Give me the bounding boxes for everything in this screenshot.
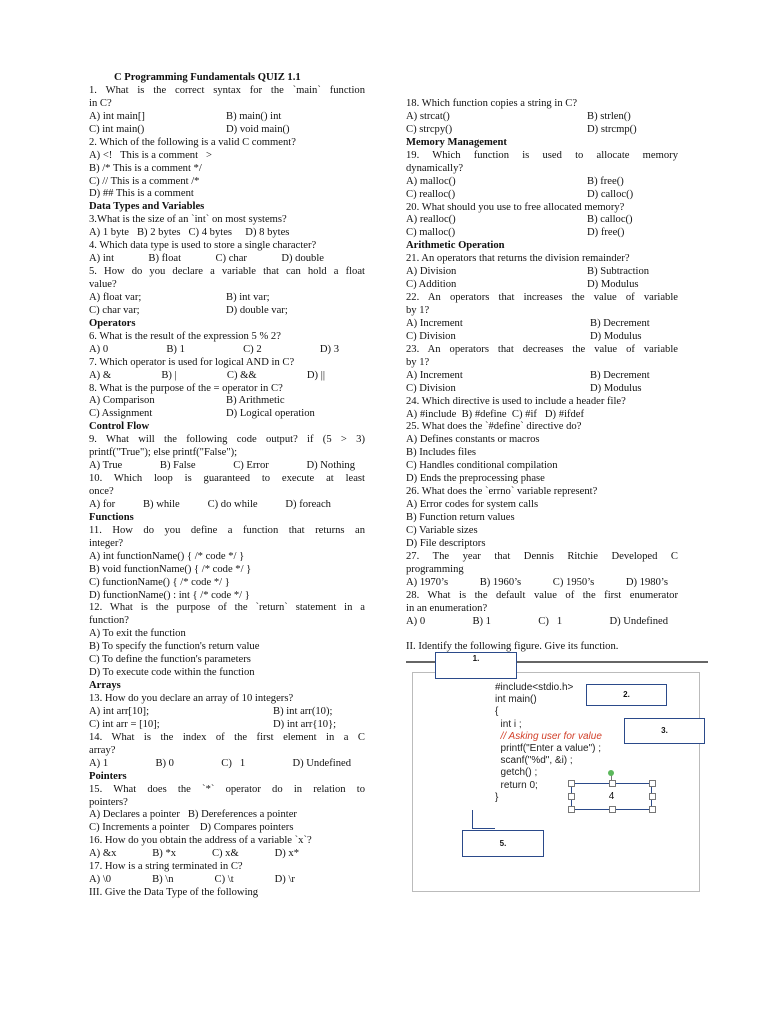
q2-option-a: A) <! This is a comment > [89,149,212,161]
part3-heading: III. Give the Data Type of the following [89,887,259,899]
rotate-handle-icon[interactable] [608,770,614,776]
q21-options-ab: A) Division B) Subtraction [406,266,650,278]
q22-options-cd: C) Division D) Modulus [406,330,642,342]
left-column [89,72,365,900]
q9-text: 9. What will the following code output? if (5 > 3) [89,434,365,446]
q27-text-cont: programming [406,563,464,575]
q3-options: A) 1 byte B) 2 bytes C) 4 bytes D) 8 bytes [89,227,290,239]
q12-text-cont: function? [89,615,130,627]
q1-options-ab: A) int main[] B) main() int [89,110,282,122]
q26-option-a: A) Error codes for system calls [406,499,539,511]
code-line-printf: printf("Enter a value") ; [495,743,602,755]
label-box-2: 2. [586,684,667,706]
label-box-1: 1. [435,652,517,679]
resize-handle-icon[interactable] [649,793,656,800]
q1-text: 1. What is the correct syntax for the `main` function [89,84,365,96]
q18-text: 18. Which function copies a string in C? [406,98,578,109]
q5-options-cd: C) char var; D) double var; [89,304,288,316]
right-column [406,98,678,654]
section-pointers: Pointers [89,770,127,782]
section-functions: Functions [89,511,134,523]
q25-option-a: A) Defines constants or macros [406,434,540,446]
q21-options-cd: C) Addition D) Modulus [406,279,639,291]
q13-text: 13. How do you declare an array of 10 integers? [89,693,294,704]
q15-text-cont: pointers? [89,796,128,808]
q7-options: A) & B) | C) && D) || [89,369,325,381]
q10-text: 10. Which loop is guaranteed to execute at least [89,473,365,485]
section-arithmetic: Arithmetic Operation [406,240,505,252]
q25-option-d: D) Ends the preprocessing phase [406,473,545,485]
connector-line [472,810,495,829]
q11-option-a: A) int functionName() { /* code */ } [89,550,245,562]
q21-text: 21. An operators that returns the division remainder? [406,253,630,265]
q17-text: 17. How is a string terminated in C? [89,861,243,873]
q6-options: A) 0 B) 1 C) 2 D) 3 [89,343,339,355]
q14-options: A) 1 B) 0 C) 1 D) Undefined [89,757,351,769]
q6-text: 6. What is the result of the expression 5 % 2? [89,330,281,342]
q24-options: A) #include B) #define C) #if D) #ifdef [406,408,584,420]
q20-options-cd: C) malloc() D) free() [406,227,625,239]
q2-option-b: B) /* This is a comment */ [89,162,202,174]
q4-text: 4. Which data type is used to store a single character? [89,240,317,252]
q17-options: A) \0 B) \n C) \t D) \r [89,874,295,886]
code-line-include: #include<stdio.h> [495,682,574,693]
q1-options-cd: C) int main() D) void main() [89,123,290,135]
q19-options-cd: C) realloc() D) calloc() [406,188,634,200]
q8-text: 8. What is the purpose of the = operator in C? [89,382,283,394]
code-line-comment: // Asking user for value [495,730,602,742]
q12-option-a: A) To exit the function [89,628,186,640]
q26-option-b: B) Function return values [406,512,515,523]
q13-options-cd: C) int arr = [10]; D) int arr{10}; [89,718,337,730]
q11-text-cont: integer? [89,537,124,549]
code-figure [406,654,708,894]
q25-option-c: C) Handles conditional compilation [406,460,558,472]
q11-option-b: B) void functionName() { /* code */ } [89,563,252,575]
q19-text: 19. Which function is used to allocate memory [406,149,678,161]
label-box-3: 3. [624,718,705,744]
q11-option-d: D) functionName() : int { /* code */ } [89,589,250,601]
resize-handle-icon[interactable] [649,780,656,787]
q15-options-cd: C) Increments a pointer D) Compares pointers [89,822,294,834]
q15-text: 15. What does the `*` operator do in relation to [89,783,365,795]
section-data-types: Data Types and Variables [89,201,205,213]
label-box-5: 5. [462,830,544,857]
q20-options-ab: A) realloc() B) calloc() [406,214,633,226]
q15-options-ab: A) Declares a pointer B) Dereferences a pointer [89,809,297,821]
section-arrays: Arrays [89,680,121,692]
code-line-open-brace: { [495,706,499,718]
q20-text: 20. What should you use to free allocated memory? [406,201,625,213]
q28-options: A) 0 B) 1 C) 1 D) Undefined [406,615,668,627]
q19-text-cont: dynamically? [406,162,464,174]
q12-option-c: C) To define the function's parameters [89,654,251,666]
code-line-scanf: scanf("%d", &i) ; [495,755,573,767]
section-control-flow: Control Flow [89,421,150,433]
q26-text: 26. What does the `errno` variable represent? [406,486,598,498]
part2-heading: II. Identify the following figure. Give its function. [406,641,619,653]
quiz-title: C Programming Fundamentals QUIZ 1.1 [114,72,301,83]
q8-options-cd: C) Assignment D) Logical operation [89,408,315,420]
spacer [406,628,678,641]
q18-options-cd: C) strcpy() D) strcmp() [406,123,637,135]
q25-option-b: B) Includes files [406,447,477,459]
q3-text: 3.What is the size of an `int` on most systems? [89,214,287,226]
resize-handle-icon[interactable] [609,780,616,787]
q23-options-cd: C) Division D) Modulus [406,382,642,394]
q2-text: 2. Which of the following is a valid C comment? [89,136,296,148]
q9-text-cont: printf("True"); else printf("False"); [89,447,238,459]
resize-handle-icon[interactable] [568,780,575,787]
q9-options: A) True B) False C) Error D) Nothing [89,460,355,472]
q12-text: 12. What is the purpose of the `return` statement in a [89,602,365,614]
q16-options: A) &x B) *x C) x& D) x* [89,848,299,860]
q14-text-cont: array? [89,744,116,756]
q1-text-cont: in C? [89,97,112,109]
code-line-getch: getch() ; [495,767,538,779]
q13-options-ab: A) int arr[10]; B) int arr(10); [89,705,333,717]
q14-text: 14. What is the index of the first element in a C [89,731,365,743]
code-line-close-brace: } [495,791,499,803]
q22-options-ab: A) Increment B) Decrement [406,317,650,329]
q10-text-cont: once? [89,486,114,497]
q18-options-ab: A) strcat() B) strlen() [406,110,631,122]
q25-text: 25. What does the `#define` directive do? [406,421,582,433]
q28-text-cont: in an enumeration? [406,602,488,614]
q22-text-cont: by 1? [406,305,430,316]
section-memory: Memory Management [406,136,507,148]
q23-text-cont: by 1? [406,356,430,368]
q24-text: 24. Which directive is used to include a header file? [406,395,626,407]
q19-options-ab: A) malloc() B) free() [406,175,624,187]
code-line-main: int main() [495,694,537,706]
q7-text: 7. Which operator is used for logical AND in C? [89,356,295,368]
q12-option-d: D) To execute code within the function [89,667,255,679]
q27-text: 27. The year that Dennis Ritchie Developed C [406,550,678,562]
resize-handle-icon[interactable] [609,806,616,813]
q16-text: 16. How do you obtain the address of a variable `x`? [89,835,312,847]
q28-text: 28. What is the default value of the first enumerator [406,589,678,601]
q5-text-cont: value? [89,279,117,290]
code-line-return: return 0; [495,779,538,791]
label-box-4[interactable]: 4 [571,783,652,810]
q26-option-c: C) Variable sizes [406,524,478,536]
q23-options-ab: A) Increment B) Decrement [406,369,650,381]
q5-options-ab: A) float var; B) int var; [89,291,270,303]
resize-handle-icon[interactable] [568,793,575,800]
code-line-declare: int i ; [495,718,522,730]
resize-handle-icon[interactable] [649,806,656,813]
q11-text: 11. How do you define a function that returns an [89,524,365,536]
q2-option-d: D) ## This is a comment [89,188,194,200]
q23-text: 23. An operators that decreases the value of variable [406,343,678,355]
section-operators: Operators [89,317,136,329]
q12-option-b: B) To specify the function's return value [89,641,260,653]
q5-text: 5. How do you declare a variable that can hold a float [89,266,365,278]
q26-option-d: D) File descriptors [406,537,486,549]
q2-option-c: C) // This is a comment /* [89,175,200,187]
q11-option-c: C) functionName() { /* code */ } [89,576,230,588]
resize-handle-icon[interactable] [568,806,575,813]
q10-options: A) for B) while C) do while D) foreach [89,498,331,510]
q4-options: A) int B) float C) char D) double [89,253,324,265]
q8-options-ab: A) Comparison B) Arithmetic [89,395,285,407]
q22-text: 22. An operators that increases the value of variable [406,292,678,304]
q27-options: A) 1970’s B) 1960’s C) 1950’s D) 1980’s [406,576,668,588]
